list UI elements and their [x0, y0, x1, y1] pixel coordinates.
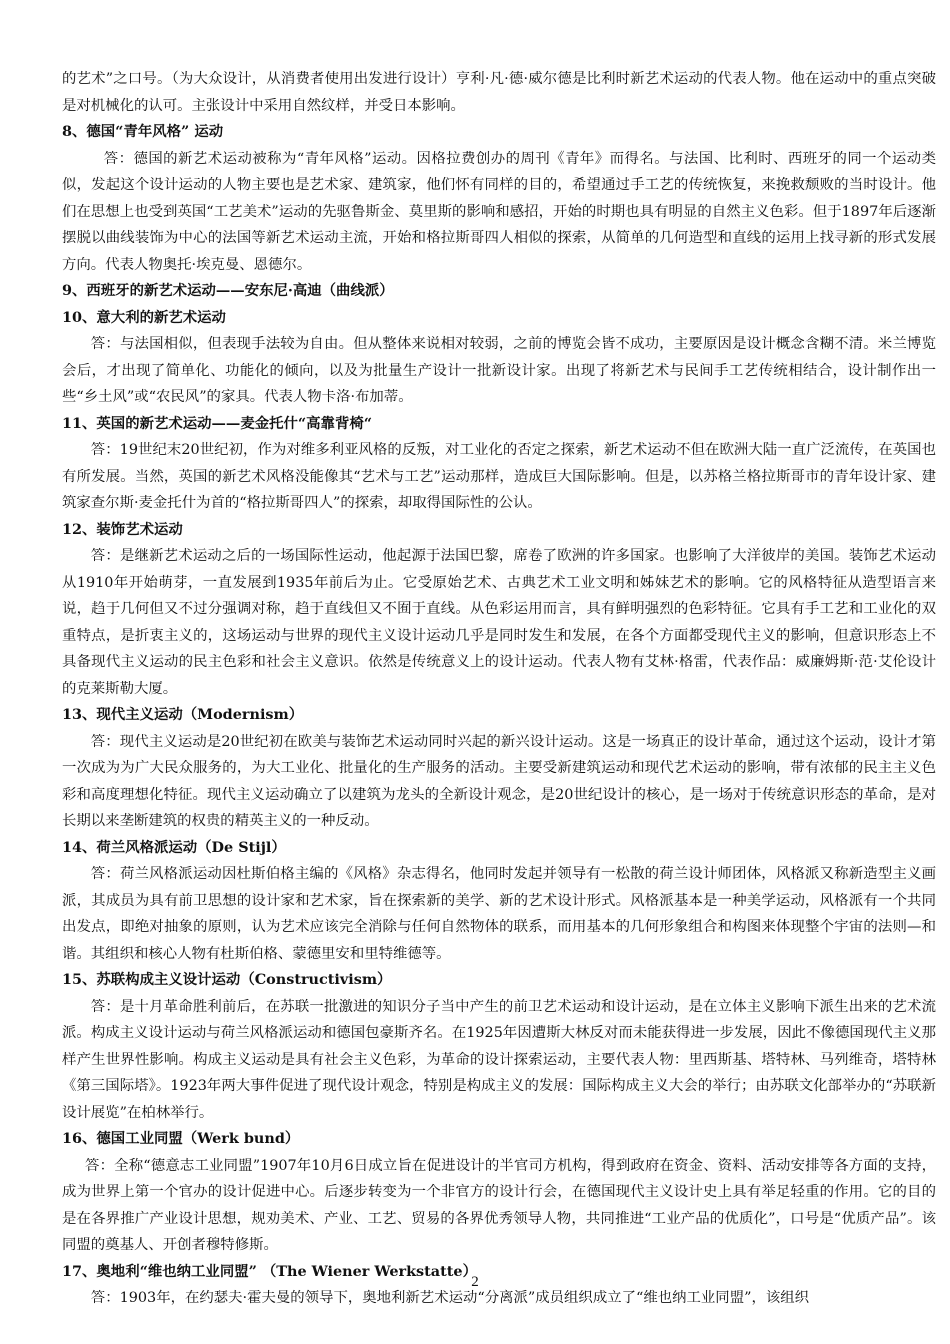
section-heading-10: 10、意大利的新艺术运动: [62, 308, 226, 326]
section-heading-8: 8、德国“青年风格” 运动: [62, 123, 224, 140]
section-answer-17: 答：1903年，在约瑟夫·霍夫曼的领导下，奥地利新艺术运动“分离派”成员组织成立了“维也纳工业同盟”，该组织: [90, 1290, 810, 1306]
page-number: 2: [471, 1274, 479, 1290]
section-heading-16: 16、德国工业同盟（Werk bund）: [62, 1130, 300, 1147]
section-answer-13: 答：现代主义运动是20世纪初在欧美与装饰艺术运动同时兴起的新兴设计运动。这是一场真正的设计革命，通过这个运动，设计才第一次成为为广大民众服务的，为大工业化、批量化的生产服务的活动。主要受新建筑运动和现代艺术运动的影响，带有浓郁的民主主义色彩和高度理想化特征。现代主义运动确立了以建筑为龙头的全新设计观念，是20世纪设计的核心，是一场对于传统意识形态的革命，是对长期以来垄断建筑的权贵的精英主义的一种反动。: [62, 733, 936, 829]
section-heading-17: 17、奥地利“维也纳工业同盟” （The Wiener Werkstatte）: [62, 1262, 477, 1280]
section-heading-12: 12、装饰艺术运动: [62, 520, 183, 538]
section-heading-9: 9、西班牙的新艺术运动——安东尼·高迪（曲线派）: [62, 282, 394, 299]
section-answer-12: 答：是继新艺术运动之后的一场国际性运动，他起源于法国巴黎，席卷了欧洲的许多国家。也影响了大洋彼岸的美国。装饰艺术运动从1910年开始萌芽，一直发展到1935年前后为止。它受原始艺术、古典艺术工业文明和姊妹艺术的影响。它的风格特征从造型语言来说，趋于几何但又不过分强调对称，趋于直线但又不囿于直线。从色彩运用而言，具有鲜明强烈的色彩特征。它具有手工艺和工业化的双重特点，是折衷主义的，这场运动与世界的现代主义设计运动几乎是同时发生和发展，在各个方面都受现代主义的影响，但意识形态上不具备现代主义运动的民主色彩和社会主义意识。依然是传统意义上的设计运动。代表人物有艾林·格雷，代表作品：威廉姆斯·范·艾伦设计的克莱斯勒大厦。: [62, 548, 936, 697]
section-answer-11: 答：19世纪末20世纪初，作为对维多利亚风格的反叛，对工业化的否定之探索，新艺术运动不但在欧洲大陆一直广泛流传，在英国也有所发展。当然，英国的新艺术风格没能像其“艺术与工艺”运动那样，造成巨大国际影响。但是，以苏格兰格拉斯哥市的青年设计家、建筑家查尔斯·麦金托什为首的“格拉斯哥四人”的探索，却取得国际性的公认。: [62, 442, 936, 511]
section-heading-15: 15、苏联构成主义设计运动（Constructivism）: [62, 971, 392, 988]
section-answer-10: 答：与法国相似，但表现手法较为自由。但从整体来说相对较弱，之前的博览会皆不成功，主要原因是设计概念含糊不清。米兰博览会后，才出现了简单化、功能化的倾向，以及为批量生产设计一批新设计家。出现了将新艺术与民间手工艺传统相结合，设计制作出一些“乡土风”或“农民风”的家具。代表人物卡洛·布加蒂。: [62, 336, 936, 405]
document-body: [62, 66, 936, 1312]
section-heading-11: 11、英国的新艺术运动——麦金托什“高靠背椅“: [62, 414, 373, 432]
section-heading-13: 13、现代主义运动（Modernism）: [62, 706, 304, 723]
section-heading-14: 14、荷兰风格派运动（De Stijl）: [62, 838, 286, 856]
section-answer-14: 答：荷兰风格派运动因杜斯伯格主编的《风格》杂志得名，他同时发起并领导有一松散的荷兰设计师团体，风格派又称新造型主义画派，其成员为具有前卫思想的设计家和艺术家，旨在探索新的美学、新的艺术设计形式。风格派基本是一种美学运动，风格派有一个共同出发点，即绝对抽象的原则，认为艺术应该完全消除与任何自然物体的联系，而用基本的几何形象组合和构图来体现整个宇宙的法则—和谐。其组织和核心人物有杜斯伯格、蒙德里安和里特维德等。: [62, 866, 936, 962]
section-answer-8: 答：德国的新艺术运动被称为“青年风格”运动。因格拉费创办的周刊《青年》而得名。与法国、比利时、西班牙的同一个运动类似，发起这个设计运动的人物主要也是艺术家、建筑家，他们怀有同样的目的，希望通过手工艺的传统恢复，来挽救颓败的当时设计。他们在思想上也受到英国“工艺美术”运动的先驱鲁斯金、莫里斯的影响和感招，开始的时期也具有明显的自然主义色彩。但于1897年后逐渐摆脱以曲线装饰为中心的法国等新艺术运动主流，开始和格拉斯哥四人相似的探索，从简单的几何造型和直线的运用上找寻新的形式发展方向。代表人物奥托·埃克曼、恩德尔。: [62, 150, 936, 273]
section-answer-16: 答：全称“德意志工业同盟”1907年10月6日成立旨在促进设计的半官司方机构，得到政府在资金、资料、活动安排等各方面的支持，成为世界上第一个官办的设计促进中心。后逐步转变为一个非官方的设计行会，在德国现代主义设计史上具有举足轻重的作用。它的目的是在各界推广产业设计思想，规劝美术、产业、工艺、贸易的各界优秀领导人物，共同推进“工业产品的优质化”，口号是“优质产品”。该同盟的奠基人、开创者穆特修斯。: [62, 1157, 936, 1253]
intro-paragraph: 的艺术”之口号。（为大众设计，从消费者使用出发进行设计）亨利·凡·德·威尔德是比利时新艺术运动的代表人物。他在运动中的重点突破是对机械化的认可。主张设计中采用自然纹样，并受日本影响。: [62, 71, 936, 114]
section-answer-15: 答：是十月革命胜利前后，在苏联一批激进的知识分子当中产生的前卫艺术运动和设计运动，是在立体主义影响下派生出来的艺术流派。构成主义设计运动与荷兰风格派运动和德国包豪斯齐名。在1925年因遭斯大林反对而未能获得进一步发展，因此不像德国现代主义那样产生世界性影响。构成主义运动是具有社会主义色彩，为革命的设计探索运动，主要代表人物：里西斯基、塔特林、马列维奇，塔特林《第三国际塔》。1923年两大事件促进了现代设计观念，特别是构成主义的发展：国际构成主义大会的举行；由苏联文化部举办的“苏联新设计展览”在柏林举行。: [62, 998, 936, 1121]
